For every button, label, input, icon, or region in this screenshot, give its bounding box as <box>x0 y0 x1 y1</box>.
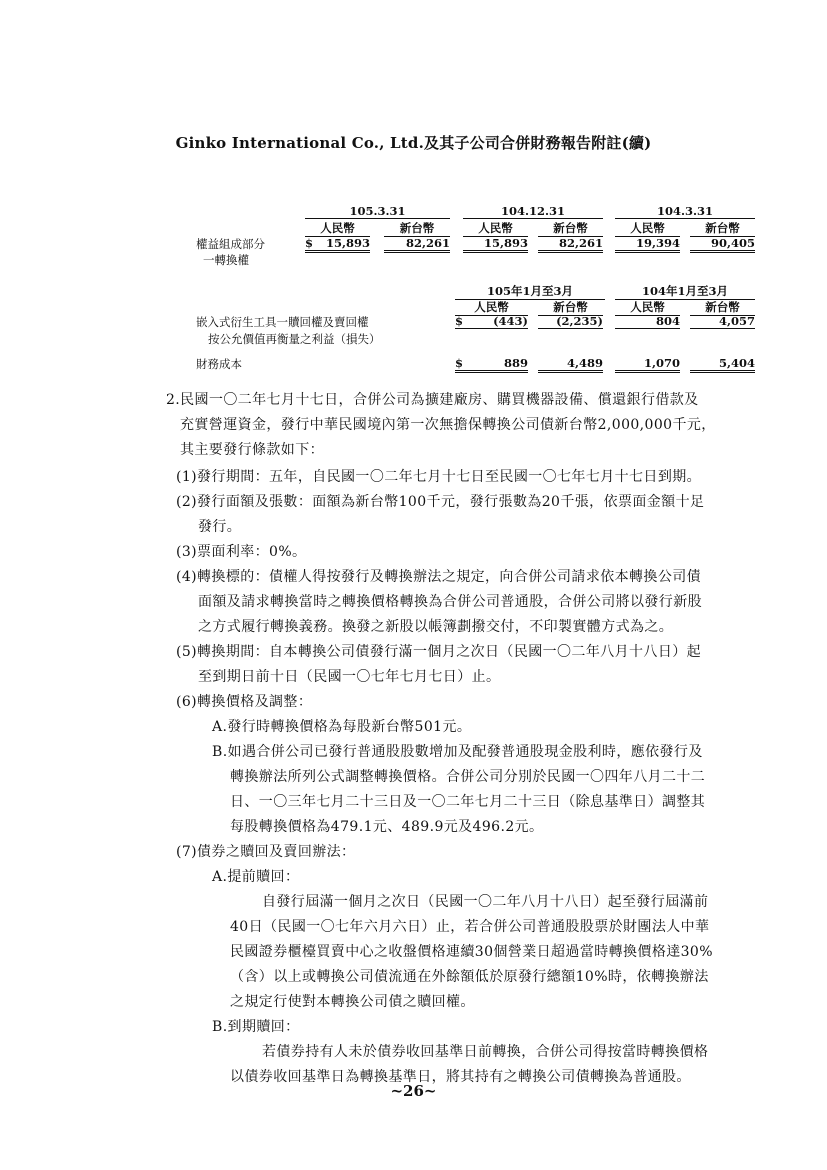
sub-item: B.如遇合併公司已發行普通股股數增加及配發普通股現金股利時，應依發行及 <box>212 744 703 760</box>
sub-item-cont: 之規定行使對本轉換公司債之贖回權。 <box>230 994 475 1010</box>
list-item-cont: 發行。 <box>198 519 242 535</box>
list-item: (7)債券之贖回及賣回辦法： <box>176 844 356 860</box>
value-cell: 4,489 <box>538 356 603 373</box>
currency-header: 人民幣 <box>463 220 528 237</box>
currency-symbol: $ <box>455 356 464 370</box>
period-header: 104.3.31 <box>615 204 755 219</box>
currency-header: 新台幣 <box>384 220 450 237</box>
row-label: 嵌入式衍生工具一贖回權及賣回權 <box>196 315 369 329</box>
page-number: ~26~ <box>390 1082 437 1100</box>
sub-item-cont: 每股轉換價格為479.1元、489.9元及496.2元。 <box>230 819 544 835</box>
value-cell: 90,405 <box>690 236 755 253</box>
value-cell: 4,057 <box>690 314 755 329</box>
list-item: (5)轉換期間：自本轉換公司債發行滿一個月之次日（民國一〇二年八月十八日）起 <box>176 644 702 660</box>
value-cell: 19,394 <box>615 236 680 253</box>
period-header: 104.12.31 <box>463 204 603 219</box>
sub-item-cont: 若債券持有人未於債券收回基準日前轉換，合併公司得按當時轉換價格 <box>262 1044 709 1060</box>
currency-header: 人民幣 <box>615 220 680 237</box>
sub-item-cont: 自發行屆滿一個月之次日（民國一〇二年八月十八日）起至發行屆滿前 <box>262 894 709 910</box>
row-label: 財務成本 <box>196 357 242 371</box>
value-cell: 15,893 <box>463 236 528 253</box>
list-item-cont: 面額及請求轉換當時之轉換價格轉換為合併公司普通股，合併公司將以發行新股 <box>198 594 702 610</box>
list-item: (6)轉換價格及調整： <box>176 694 313 710</box>
sub-item-cont: 40日（民國一〇七年六月六日）止，若合併公司普通股股票於財團法人中華 <box>230 919 710 935</box>
currency-header: 人民幣 <box>615 299 680 316</box>
list-item-cont: 至到期日前十日（民國一〇七年七月七日）止。 <box>198 669 501 685</box>
sub-item: A.發行時轉換價格為每股新台幣501元。 <box>212 719 472 735</box>
currency-symbol: $ <box>455 314 464 328</box>
list-item: (1)發行期間：五年，自民國一〇二年七月十七日至民國一〇七年七月十七日到期。 <box>176 469 702 485</box>
sub-item-cont: 以債券收回基準日為轉換基準日，將其持有之轉換公司債轉換為普通股。 <box>230 1069 691 1085</box>
row-label: 權益組成部分 <box>196 237 265 251</box>
row-label: 按公允價值再衡量之利益（損失） <box>208 332 381 346</box>
page-title: Ginko International Co., Ltd.及其子公司合併財務報告附註(續) <box>175 134 652 152</box>
value-cell: 1,070 <box>615 356 680 373</box>
value-cell: 889 <box>455 356 528 373</box>
value-cell: 82,261 <box>538 236 603 253</box>
period-header: 105年1月至3月 <box>455 283 605 300</box>
period-header: 104年1月至3月 <box>615 283 755 300</box>
list-item: (2)發行面額及張數：面額為新台幣100千元，發行張數為20千張，依票面金額十足 <box>176 494 705 510</box>
sub-item-cont: 日、一〇三年七月二十三日及一〇二年七月二十三日（除息基準日）調整其 <box>230 794 706 810</box>
currency-symbol: $ <box>305 236 314 250</box>
currency-header: 新台幣 <box>690 220 755 237</box>
value-cell: 804 <box>615 314 680 329</box>
value-cell: 5,404 <box>690 356 755 373</box>
value-cell: 82,261 <box>384 236 450 253</box>
sub-item-cont: （含）以上或轉換公司債流通在外餘額低於原發行總額10%時，依轉換辦法 <box>230 969 709 985</box>
list-item: (4)轉換標的：債權人得按發行及轉換辦法之規定，向合併公司請求依本轉換公司債 <box>176 569 702 585</box>
paragraph-line: 充實營運資金，發行中華民國境內第一次無擔保轉換公司債新台幣2,000,000千元， <box>180 417 716 433</box>
period-header: 105.3.31 <box>305 204 450 219</box>
sub-item-cont: 民國證券櫃檯買賣中心之收盤價格連續30個營業日超過當時轉換價格達30% <box>230 944 713 960</box>
sub-item: B.到期贖回： <box>212 1019 300 1035</box>
paragraph-line: 其主要發行條款如下： <box>180 442 324 458</box>
list-item-cont: 之方式履行轉換義務。換發之新股以帳簿劃撥交付，不印製實體方式為之。 <box>198 619 674 635</box>
value-cell: 15,893 <box>305 236 370 253</box>
currency-header: 新台幣 <box>690 299 755 316</box>
paragraph-line: 2.民國一〇二年七月十七日，合併公司為擴建廠房、購買機器設備、償還銀行借款及 <box>166 392 699 408</box>
currency-header: 新台幣 <box>538 299 603 316</box>
sub-item: A.提前贖回： <box>212 869 300 885</box>
sub-item-cont: 轉換辦法所列公式調整轉換價格。合併公司分別於民國一〇四年八月二十二 <box>230 769 706 785</box>
currency-header: 人民幣 <box>305 220 370 237</box>
list-item: (3)票面利率：0%。 <box>176 544 307 560</box>
value-cell: (2,235) <box>538 314 603 329</box>
currency-header: 人民幣 <box>455 299 528 316</box>
currency-header: 新台幣 <box>538 220 603 237</box>
row-label: 一轉換權 <box>203 253 249 267</box>
value-cell: (443) <box>455 314 528 329</box>
